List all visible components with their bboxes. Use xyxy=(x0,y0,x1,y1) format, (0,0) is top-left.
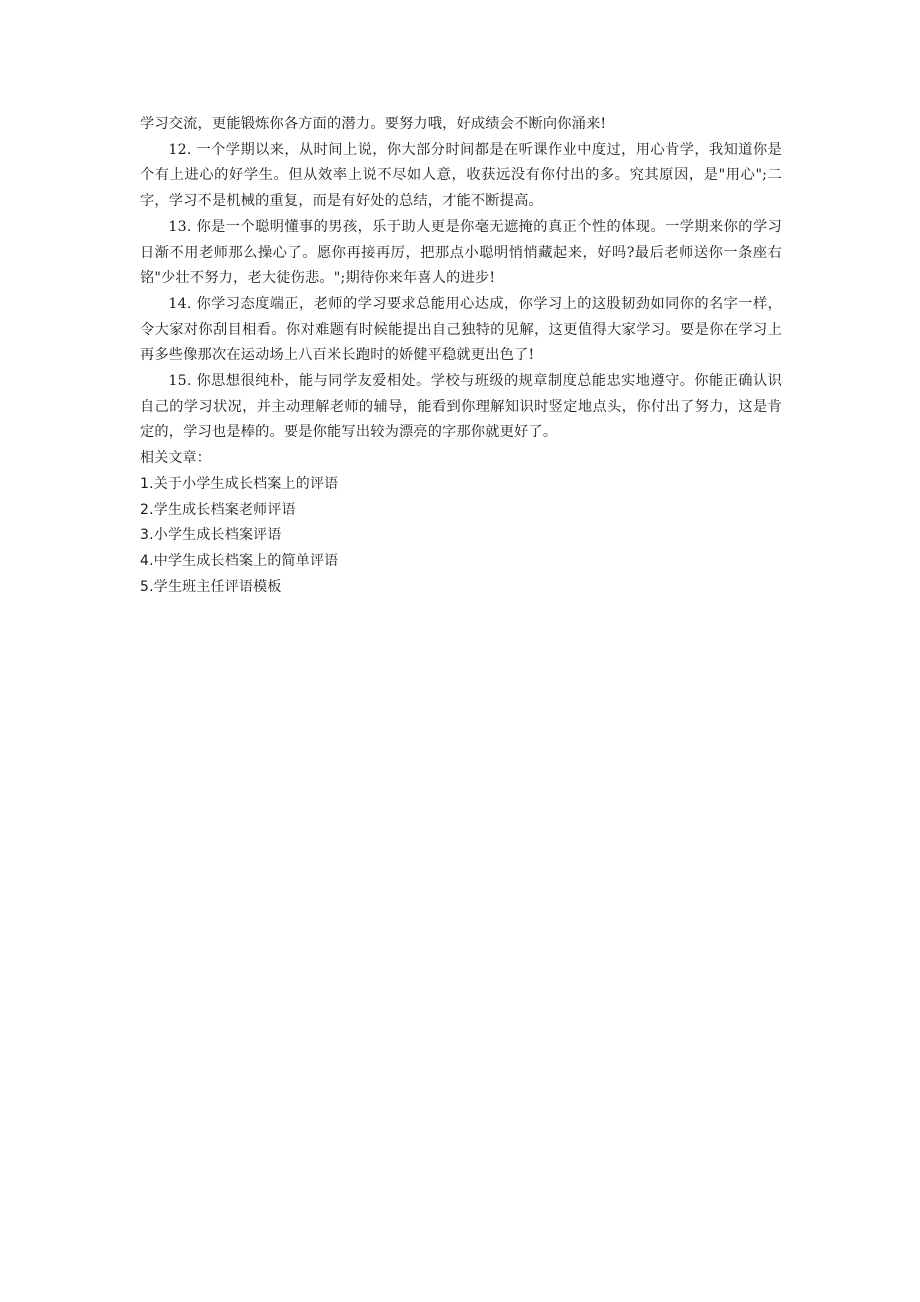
related-article-item[interactable] xyxy=(140,549,782,575)
related-article-item[interactable] xyxy=(140,523,782,549)
paragraph-continuation: 学习交流，更能锻炼你各方面的潜力。要努力哦，好成绩会不断向你涌来! xyxy=(140,116,607,132)
paragraph-14: 14. 你学习态度端正，老师的学习要求总能用心达成，你学习上的这股韧劲如同你的名字一样，令大家对你刮目相看。你对难题有时候能提出自己独特的见解，这更值得大家学习。要是你在学习上再多些像那次在运动场上八百米长跑时的娇健平稳就更出色了! xyxy=(140,295,782,364)
related-article-item[interactable] xyxy=(140,498,782,524)
paragraph-13: 13. 你是一个聪明懂事的男孩，乐于助人更是你毫无遮掩的真正个性的体现。一学期来你的学习日渐不用老师那么操心了。愿你再接再厉，把那点小聪明悄悄藏起来，好吗?最后老师送你一条座右铭"少壮不努力，老大徒伤悲。";期待你来年喜人的进步! xyxy=(140,218,782,287)
document-body xyxy=(140,112,782,600)
related-article-item[interactable] xyxy=(140,472,782,498)
related-articles-heading: 相关文章： xyxy=(140,450,211,467)
related-article-link-5[interactable]: 5.学生班主任评语模板 xyxy=(140,578,282,595)
related-article-link-3[interactable]: 3.小学生成长档案评语 xyxy=(140,527,282,544)
related-article-link-1[interactable]: 1.关于小学生成长档案上的评语 xyxy=(140,475,339,492)
related-article-link-2[interactable]: 2.学生成长档案老师评语 xyxy=(140,501,296,518)
paragraph-12: 12. 一个学期以来，从时间上说，你大部分时间都是在听课作业中度过，用心肯学，我知道你是个有上进心的好学生。但从效率上说不尽如人意，收获远没有你付出的多。究其原因，是"用心";二字，学习不是机械的重复，而是有好处的总结，才能不断提高。 xyxy=(140,141,782,210)
related-article-link-4[interactable]: 4.中学生成长档案上的简单评语 xyxy=(140,552,339,569)
related-article-item[interactable] xyxy=(140,575,782,601)
related-articles-list xyxy=(140,472,782,601)
paragraph-15: 15. 你思想很纯朴，能与同学友爱相处。学校与班级的规章制度总能忠实地遵守。你能正确认识自己的学习状况，并主动理解老师的辅导，能看到你理解知识时竖定地点头，你付出了努力，这是肯定的，学习也是棒的。要是你能写出较为漂亮的字那你就更好了。 xyxy=(140,373,782,441)
